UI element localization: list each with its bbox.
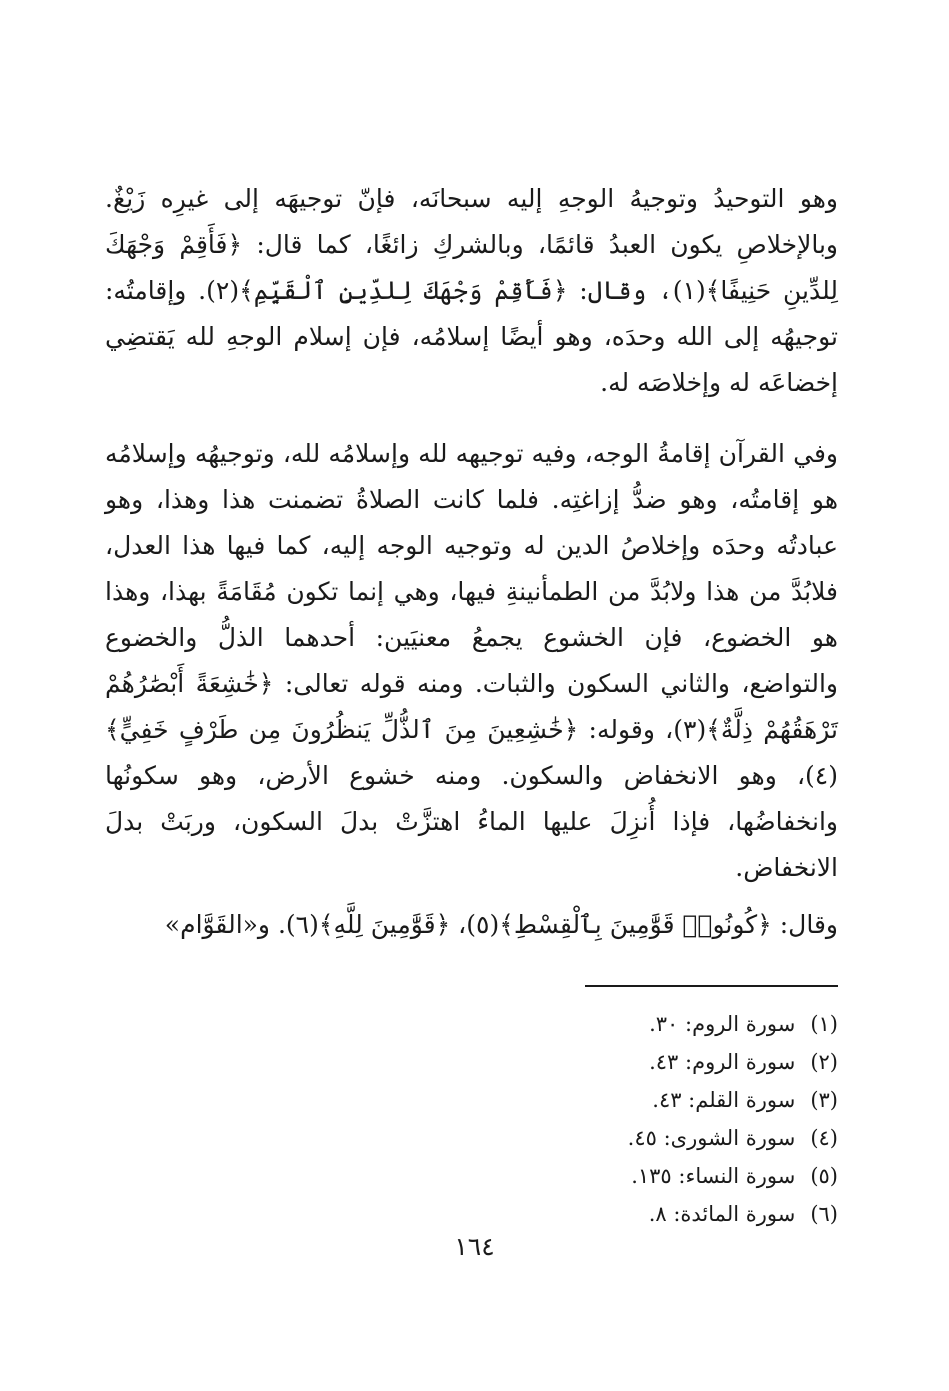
footnote-item [450, 1081, 838, 1119]
footnote-text: سورة القلم: ٤٣. [652, 1088, 796, 1112]
footnote-number: (٦) [810, 1202, 838, 1226]
footnote-number: (٥) [810, 1164, 838, 1188]
footnote-number: (١) [810, 1012, 838, 1036]
footnote-text: سورة الروم: ٤٣. [649, 1050, 796, 1074]
paragraph-text: وقال: ﴿كُونُوا۟ قَوَّٰمِينَ بِٱلْقِسْطِ﴾(٥)، ﴿قَوَّٰمِينَ لِلَّهِ﴾(٦). و«القَوَّام» [164, 910, 838, 939]
footnote-item [450, 1119, 838, 1157]
paragraph-3 [105, 902, 838, 948]
paragraph-text: وفي القرآن إقامةُ الوجه، وفيه توجيهه لله وإسلامُه لله، وتوجيهُه وإسلامُه هو إقامتُه، وهو ضدُّ إزاغتِه. فلما كانت الصلاةُ تضمنت هذا وهذا، وهو عبادتُه وحدَه وإخلاصُ الدين له وتوجيه الوجه إليه، كما فيها هذا العدل، فلابُدَّ من هذا ولابُدَّ من الطمأنينةِ فيها، وهي إنما تكون مُقَامَةً بهذا، وهذا هو الخضوع، فإن الخشوع يجمعُ معنيَين: أحدهما الذلُّ والخضوع والتواضع، والثاني السكون والثبات. ومنه قوله تعالى: ﴿خَٰشِعَةً أَبْصَٰرُهُمْ تَرْهَقُهُمْ ذِلَّةٌ﴾(٣)، وقوله: ﴿خَٰشِعِينَ مِنَ ٱلذُّلِّ يَنظُرُونَ مِن طَرْفٍ خَفِيٍّ﴾(٤)، وهو الانخفاض والسكون. ومنه خشوع الأرض، وهو سكونُها وانخفاضُها، فإذا أُنزِلَ عليها الماءُ اهتزَّتْ بدلَ السكون، وربَتْ بدلَ الانخفاض. [105, 439, 839, 882]
footnotes-list [450, 1005, 838, 1233]
footnote-item [450, 1043, 838, 1081]
footnote-number: (٤) [810, 1126, 838, 1150]
footnote-item [450, 1195, 838, 1233]
paragraph-2 [105, 431, 838, 891]
footnote-text: سورة النساء: ١٣٥. [631, 1164, 796, 1188]
footnote-separator [585, 985, 838, 987]
paragraph-text: وهو التوحيدُ وتوجيهُ الوجهِ إليه سبحانَه، فإنّ توجيهَه إلى غيرِه زَيْغٌ. وبالإخلاصِ يكون العبدُ قائمًا، وبالشركِ زائغًا، كما قال: ﴿فَأَقِمْ وَجْهَكَ لِلدِّينِ حَنِيفًا﴾(١)، وقال: ﴿فَأَقِمْ وَجْهَكَ لِلدِّينِ ٱلْقَيِّمِ﴾(٢). وإقامتُه: توجيهُه إلى الله وحدَه، وهو أيضًا إسلامُه، فإن إسلام الوجهِ لله يَقتضِي إخضاعَه له وإخلاصَه له. [105, 184, 838, 397]
footnote-text: سورة المائدة: ٨. [648, 1202, 796, 1226]
footnote-number: (٣) [810, 1088, 838, 1112]
footnote-text: سورة الشورى: ٤٥. [627, 1126, 796, 1150]
footnote-number: (٢) [810, 1050, 838, 1074]
paragraph-1 [105, 176, 838, 406]
footnote-item [450, 1157, 838, 1195]
footnote-text: سورة الروم: ٣٠. [649, 1012, 796, 1036]
footnote-item [450, 1005, 838, 1043]
page-number: ١٦٤ [454, 1232, 495, 1261]
